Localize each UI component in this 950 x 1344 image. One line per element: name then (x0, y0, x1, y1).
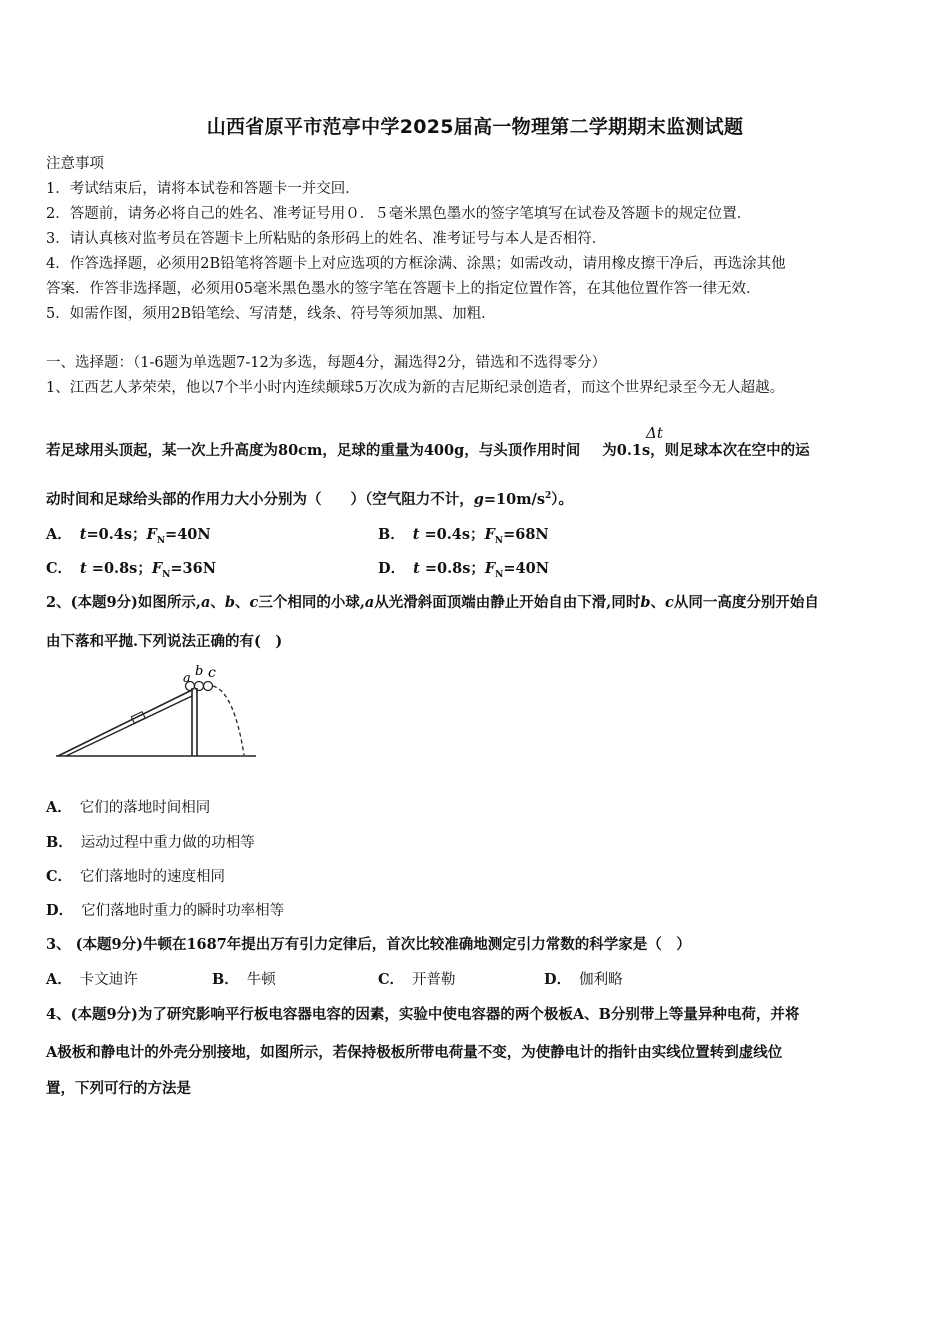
q3-option-d (544, 968, 623, 989)
t-symbol: t (412, 526, 420, 543)
var-b: b (224, 594, 235, 611)
notice-item-4: 4．作答选择题，必须用2B铅笔将答题卡上对应选项的方框涂满、涂黑；如需改动，请用橡皮擦干净后，再选涂其他 (46, 256, 786, 272)
section-heading: 一、选择题：（1-6题为单选题7-12为多选，每题4分，漏选得2分，错选和不选得零分） (46, 355, 607, 371)
f-value: =68N (503, 526, 549, 543)
var-a: a (200, 594, 211, 611)
q2-text: 从光滑斜面顶端由静止开始自由下滑,同时 (374, 594, 641, 611)
t-symbol: t (413, 560, 420, 577)
f-symbol: F (484, 560, 496, 577)
q3-option-a (46, 968, 138, 989)
option-label: D． (544, 971, 572, 988)
f-subscript: N (494, 535, 504, 546)
sep: 、 (210, 594, 225, 611)
notice-item-5: 5．如需作图，须用2B铅笔绘、写清楚，线条、符号等须加黑、加粗． (46, 306, 496, 322)
f-symbol: F (484, 526, 495, 543)
option-label: A． (46, 971, 72, 988)
q1-line-3 (46, 488, 573, 509)
q2-option-a (46, 796, 210, 817)
incline-bottom-edge (66, 696, 192, 756)
q3-option-c (378, 968, 456, 989)
q2-option-b (46, 831, 255, 852)
f-value: =36N (170, 560, 216, 577)
q1-line-2-post: 为0.1s，则足球本次在空中的运 (602, 442, 810, 459)
t-value: =0.4s； (86, 526, 147, 543)
g-exponent: 2 (545, 491, 552, 502)
notice-item-2: 2．答题前，请务必将自己的姓名、准考证号用０．５毫米黑色墨水的签字笔填写在试卷及答题卡的规定位置． (46, 206, 752, 222)
block-mark (131, 712, 145, 724)
page-title: 山西省原平市范亭中学2025届高一物理第二学期期末监测试题 (206, 116, 744, 138)
option-label: B． (46, 834, 73, 851)
q1-line-3-end: ）。 (551, 491, 574, 508)
q1-line-2 (46, 439, 810, 460)
q1-option-a (46, 523, 211, 546)
incline-top-edge (58, 690, 192, 756)
notice-item-3: 3．请认真核对监考员在答题卡上所粘贴的条形码上的姓名、准考证号与本人是否相符． (46, 231, 607, 247)
option-text: 它们落地时重力的瞬时功率相等 (81, 903, 285, 919)
sep: 、 (650, 594, 665, 611)
var-b: b (640, 594, 651, 611)
option-label: C． (46, 560, 73, 577)
g-value: =10m/s (483, 491, 546, 508)
q1-option-b (378, 523, 549, 546)
q1-line-2-pre: 若足球用头顶起，某一次上升高度为80cm，足球的重量为400g，与头顶作用时间 (46, 442, 581, 459)
q2-option-d (46, 899, 284, 920)
ball-b (195, 682, 204, 691)
label-a: a (183, 671, 191, 686)
f-value: =40N (503, 560, 549, 577)
f-symbol: F (146, 526, 157, 543)
t-value: =0.8s； (86, 560, 152, 577)
label-c: c (208, 665, 216, 681)
t-value: =0.4s； (419, 526, 485, 543)
t-symbol: t (80, 560, 87, 577)
q2-text: 2、(本题9分)如图所示, (46, 594, 201, 611)
q4-line-1: 4、(本题9分)为了研究影响平行板电容器电容的因素，实验中使电容器的两个极板A、B分别带上等量异种电荷，并将 (46, 1006, 800, 1023)
notice-heading: 注意事项 (46, 156, 104, 172)
q3-stem: 3、 (本题9分)牛顿在1687年提出万有引力定律后，首次比较准确地测定引力常数的科学家是（ ） (46, 936, 691, 953)
option-text: 牛顿 (246, 972, 276, 988)
option-text: 运动过程中重力做的功相等 (80, 835, 255, 851)
q3-option-b (212, 968, 276, 989)
option-label: B． (212, 971, 239, 988)
f-symbol: F (151, 560, 163, 577)
q1-option-d (378, 557, 549, 580)
var-c: c (249, 594, 259, 611)
var-c: c (665, 594, 674, 611)
option-text: 卡文迪许 (79, 972, 138, 988)
q2-text: 三个相同的小球, (258, 594, 365, 611)
f-subscript: N (495, 569, 504, 580)
option-text: 开普勒 (412, 972, 456, 988)
q2-option-c (46, 865, 225, 886)
q4-line-2: A极板和静电计的外壳分别接地，如图所示，若保持极板所带电荷量不变，为使静电计的指针由实线位置转到虚线位 (46, 1044, 783, 1061)
sep: 、 (235, 594, 250, 611)
f-subscript: N (162, 569, 171, 580)
option-label: D． (378, 560, 406, 577)
f-subscript: N (156, 535, 166, 546)
option-label: D． (46, 902, 74, 919)
option-label: C． (46, 868, 73, 885)
q1-option-c (46, 557, 216, 580)
option-label: A． (46, 799, 72, 816)
q4-line-3: 置，下列可行的方法是 (46, 1080, 191, 1097)
var-a: a (364, 594, 375, 611)
q2-text: 从同一高度分别开始自 (673, 594, 819, 611)
q1-line-1: 1、江西艺人茅荣荣，他以7个半小时内连续颠球5万次成为新的吉尼斯纪录创造者，而这个世界纪录至今无人超越。 (46, 380, 785, 396)
option-label: B． (378, 526, 405, 543)
notice-item-4-cont: 答案．作答非选择题，必须用05毫米黑色墨水的签字笔在答题卡上的指定位置作答，在其他位置作答一律无效． (46, 281, 761, 297)
t-symbol: t (79, 526, 87, 543)
q2-line-2: 由下落和平抛.下列说法正确的有( ) (46, 633, 283, 650)
g-symbol: g (473, 491, 484, 508)
option-label: A． (46, 526, 72, 543)
option-label: C． (378, 971, 405, 988)
incline-figure (52, 662, 262, 762)
option-text: 它们落地时的速度相同 (80, 869, 226, 885)
option-text: 它们的落地时间相同 (79, 800, 211, 816)
ball-c (204, 682, 213, 691)
option-text: 伽利略 (579, 972, 623, 988)
f-value: =40N (165, 526, 211, 543)
notice-item-1: 1．考试结束后，请将本试卷和答题卡一并交回． (46, 181, 360, 197)
q1-line-3-pre: 动时间和足球给头部的作用力大小分别为（ ）（空气阻力不计， (46, 491, 474, 508)
delta-t-symbol: Δt (646, 424, 663, 442)
label-b: b (195, 664, 204, 679)
q2-line-1 (46, 591, 819, 612)
projectile-path (213, 686, 244, 755)
t-value: =0.8s； (419, 560, 485, 577)
